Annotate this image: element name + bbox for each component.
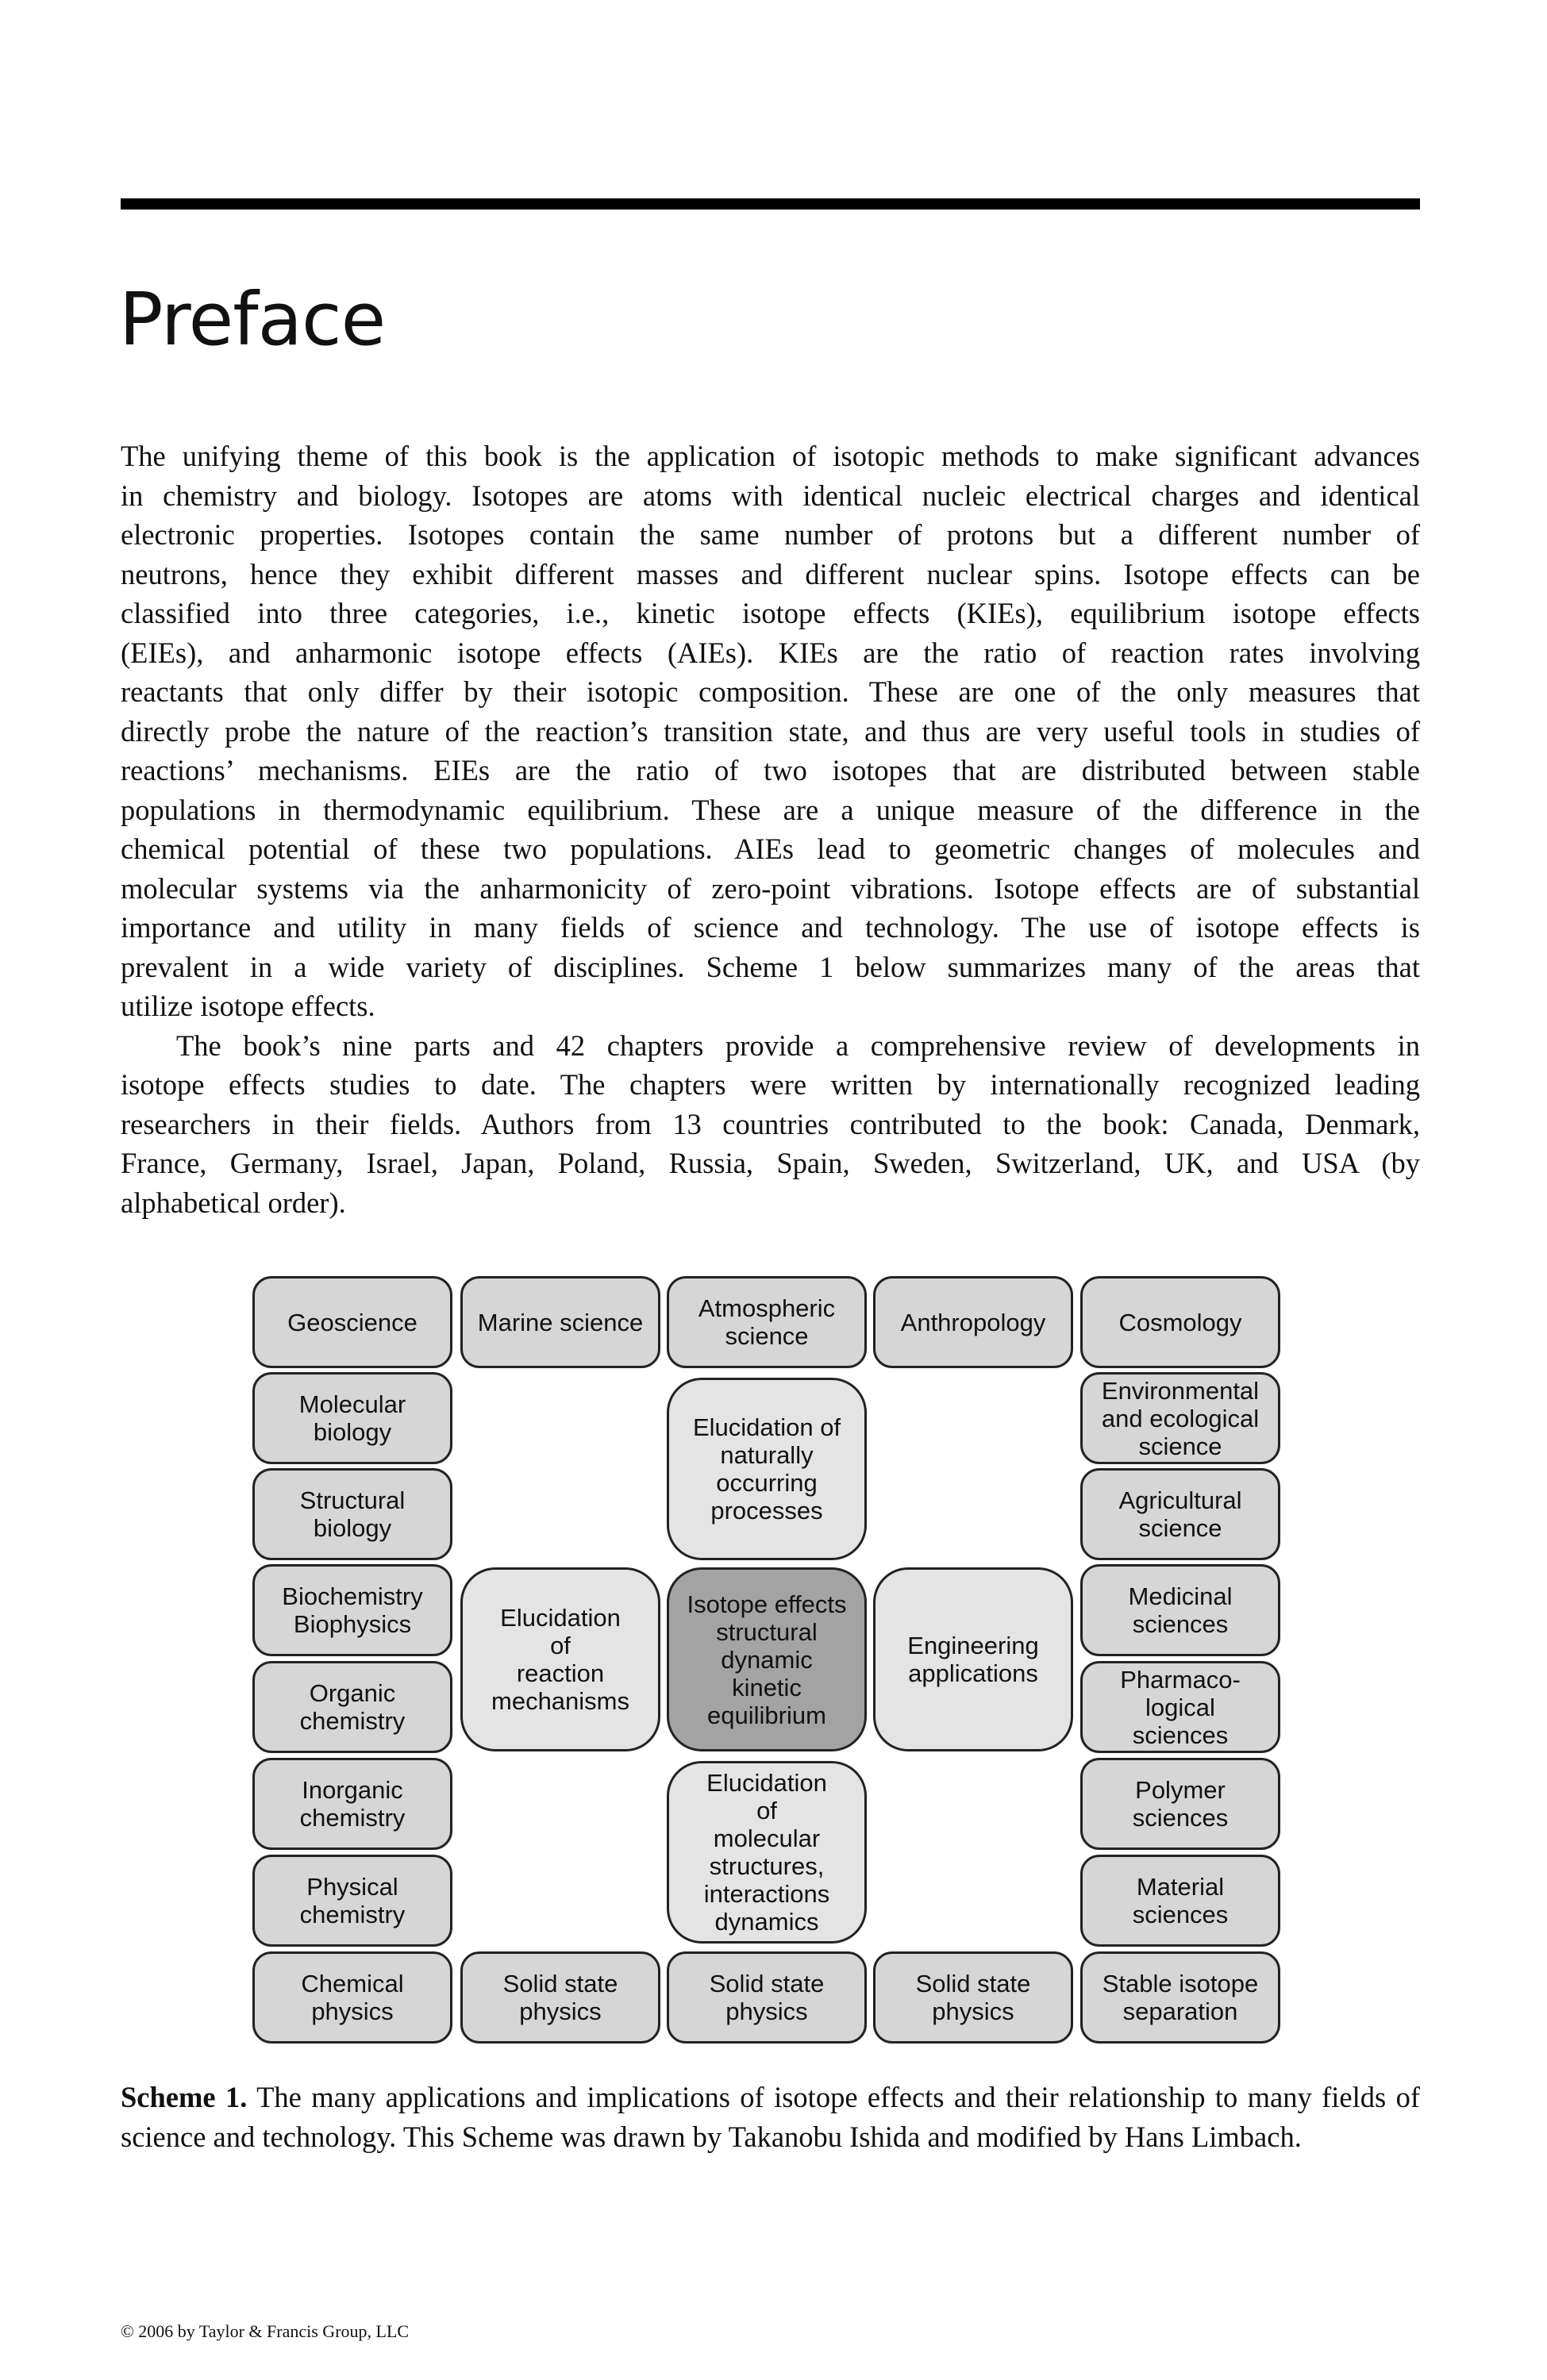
paragraph-line: in chemistry and biology. Isotopes are atoms with identical nucleic electrical charges and identical	[121, 479, 1420, 512]
paragraph-line: (EIEs), and anharmonic isotope effects (AIEs). KIEs are the ratio of reaction rates involving	[121, 636, 1420, 669]
scheme-field-box: Physical chemistry	[252, 1855, 452, 1947]
paragraph-line: directly probe the nature of the reaction’s transition state, and thus are very useful tools in studies of	[121, 714, 1420, 748]
scheme-core-box: Isotope effects structural dynamic kinetic equilibrium	[667, 1567, 867, 1751]
page-title: Preface	[119, 277, 386, 362]
scheme-field-box: Agricultural science	[1080, 1468, 1280, 1560]
paragraph-line: molecular systems via the anharmonicity of zero-point vibrations. Isotope effects are of substantial	[121, 871, 1420, 905]
paragraph-line: populations in thermodynamic equilibrium. These are a unique measure of the difference in the	[121, 793, 1420, 826]
scheme-field-box: Inorganic chemistry	[252, 1758, 452, 1850]
paragraph-line: classified into three categories, i.e., kinetic isotope effects (KIEs), equilibrium isotope effects	[121, 597, 1420, 629]
paragraph-line: prevalent in a wide variety of disciplines. Scheme 1 below summarizes many of the areas that	[121, 950, 1420, 983]
copyright-notice: © 2006 by Taylor & Francis Group, LLC	[121, 2321, 410, 2341]
scheme-field-box: Pharmaco- logical sciences	[1080, 1661, 1280, 1753]
scheme-application-box: Engineering applications	[873, 1567, 1073, 1751]
paragraph-line: chemical potential of these two populations. AIEs lead to geometric changes of molecules and	[121, 832, 1420, 865]
scheme-field-box: Geoscience	[252, 1276, 452, 1368]
scheme-field-box: Organic chemistry	[252, 1661, 452, 1753]
paragraph-line: isotope effects studies to date. The chapters were written by internationally recognized leading	[121, 1068, 1420, 1101]
scheme-field-box: Medicinal sciences	[1080, 1564, 1280, 1656]
scheme-field-box: Molecular biology	[252, 1372, 452, 1464]
scheme-application-box: Elucidation of reaction mechanisms	[460, 1567, 660, 1751]
header-rule	[121, 198, 1420, 210]
scheme-field-box: Atmospheric science	[667, 1276, 867, 1368]
scheme-caption	[121, 2078, 1420, 2156]
caption-label: Scheme 1.	[121, 2081, 248, 2113]
paragraph-line: reactants that only differ by their isotopic composition. These are one of the only measures that	[121, 675, 1420, 708]
scheme-application-box: Elucidation of molecular structures, interactions dynamics	[667, 1761, 867, 1944]
paragraph-line: alphabetical order).	[121, 1186, 346, 1219]
scheme-field-box: Stable isotope separation	[1080, 1951, 1280, 2044]
scheme-field-box: Cosmology	[1080, 1276, 1280, 1368]
scheme-field-box: Solid state physics	[460, 1951, 660, 2044]
paragraph-line: The unifying theme of this book is the application of isotopic methods to make significant advances	[121, 440, 1420, 472]
paragraph-line: importance and utility in many fields of science and technology. The use of isotope effects is	[121, 911, 1420, 944]
scheme-field-box: Solid state physics	[873, 1951, 1073, 2044]
preface-body	[121, 436, 1420, 1222]
scheme-field-box: Chemical physics	[252, 1951, 452, 2044]
scheme-application-box: Elucidation of naturally occurring processes	[667, 1378, 867, 1560]
paragraph-line: neutrons, hence they exhibit different masses and different nuclear spins. Isotope effects can be	[121, 557, 1420, 590]
caption-text: The many applications and implications of isotope effects and their relationship to many fields of science and technology. This Scheme was drawn by Takanobu Ishida and modified by Hans Limbach.	[121, 2081, 1420, 2153]
scheme-field-box: Material sciences	[1080, 1855, 1280, 1947]
scheme-field-box: Environmental and ecological science	[1080, 1372, 1280, 1464]
paragraph-line: France, Germany, Israel, Japan, Poland, Russia, Spain, Sweden, Switzerland, UK, and USA (by	[121, 1147, 1420, 1179]
paragraph-line: researchers in their fields. Authors from 13 countries contributed to the book: Canada, Denmark,	[121, 1107, 1420, 1140]
paragraph-line: electronic properties. Isotopes contain the same number of protons but a different number of	[121, 518, 1420, 551]
paragraph-line: utilize isotope effects.	[121, 990, 375, 1022]
paragraph-line: The book’s nine parts and 42 chapters provide a comprehensive review of developments in	[176, 1029, 1420, 1062]
scheme-field-box: Anthropology	[873, 1276, 1073, 1368]
scheme-field-box: Polymer sciences	[1080, 1758, 1280, 1850]
scheme-field-box: Biochemistry Biophysics	[252, 1564, 452, 1656]
scheme-field-box: Marine science	[460, 1276, 660, 1368]
scheme-field-box: Solid state physics	[667, 1951, 867, 2044]
scheme-field-box: Structural biology	[252, 1468, 452, 1560]
paragraph-line: reactions’ mechanisms. EIEs are the ratio of two isotopes that are distributed between stable	[121, 754, 1420, 786]
